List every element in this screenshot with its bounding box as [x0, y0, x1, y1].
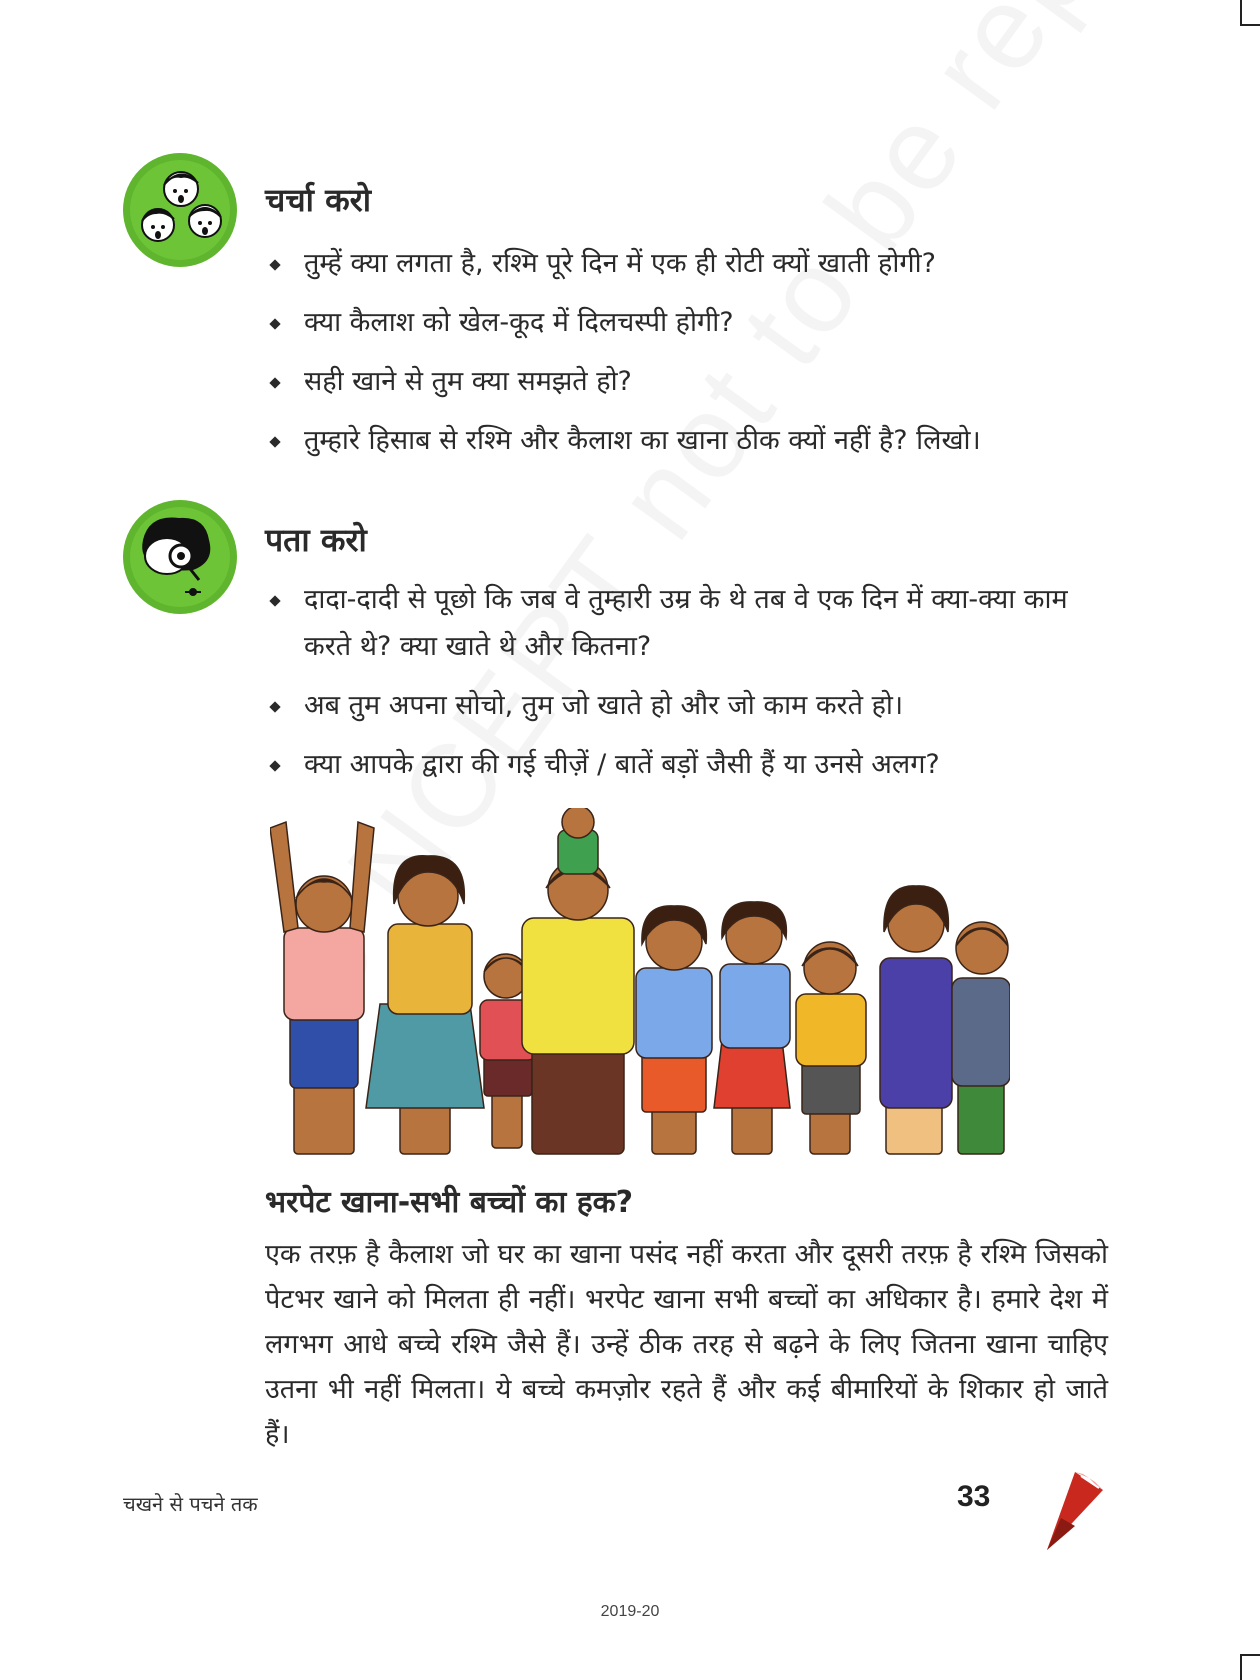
bullet-icon [269, 436, 280, 447]
bullet-icon [269, 701, 280, 712]
discussion-children-icon [123, 153, 237, 267]
bullet-icon [269, 595, 280, 606]
list-item: तुम्हारे हिसाब से रश्मि और कैलाश का खाना ठीक क्यों नहीं है? लिखो। [268, 417, 1118, 464]
bullet-icon [269, 318, 280, 329]
bullet-icon [269, 259, 280, 270]
crop-mark-top [1240, 0, 1260, 26]
bullet-icon [269, 760, 280, 771]
find-out-list [268, 576, 1118, 800]
discussion-list [268, 240, 1118, 476]
list-item: अब तुम अपना सोचो, तुम जो खाते हो और जो काम करते हो। [268, 682, 1118, 729]
chapter-title-footer: चखने से पचने तक [123, 1492, 258, 1516]
find-out-magnifier-icon [123, 500, 237, 614]
list-item: सही खाने से तुम क्या समझते हो? [268, 358, 1118, 405]
edition-year: 2019-20 [600, 1603, 660, 1620]
bullet-icon [269, 377, 280, 388]
section-heading-right-to-food: भरपेट खाना-सभी बच्चों का हक? [265, 1185, 634, 1220]
page-number: 33 [957, 1480, 991, 1513]
pencil-icon [1045, 1468, 1105, 1553]
section-heading-find-out: पता करो [265, 521, 367, 559]
list-item: क्या आपके द्वारा की गई चीज़ें / बातें बड़ों जैसी हैं या उनसे अलग? [268, 741, 1118, 788]
list-item: तुम्हें क्या लगता है, रश्मि पूरे दिन में एक ही रोटी क्यों खाती होगी? [268, 240, 1118, 287]
list-item: दादा-दादी से पूछो कि जब वे तुम्हारी उम्र के थे तब वे एक दिन में क्या-क्या काम करते थे? क्या खाते थे और कितना? [268, 576, 1118, 670]
crop-mark-bottom [1240, 1654, 1260, 1680]
group-of-children-illustration [270, 808, 1010, 1164]
section-heading-discuss: चर्चा करो [265, 181, 372, 219]
list-item: क्या कैलाश को खेल-कूद में दिलचस्पी होगी? [268, 299, 1118, 346]
body-paragraph: एक तरफ़ है कैलाश जो घर का खाना पसंद नहीं करता और दूसरी तरफ़ है रश्मि जिसको पेटभर खाने को मिलता ही नहीं। भरपेट खाना सभी बच्चों का अधिकार है। हमारे देश में लगभग आधे बच्चे रश्मि जैसे हैं। उन्हें ठीक तरह से बढ़ने के लिए जितना खाना चाहिए उतना भी नहीं मिलता। ये बच्चे कमज़ोर रहते हैं और कई बीमारियों के शिकार हो जाते हैं। [265, 1239, 1108, 1450]
